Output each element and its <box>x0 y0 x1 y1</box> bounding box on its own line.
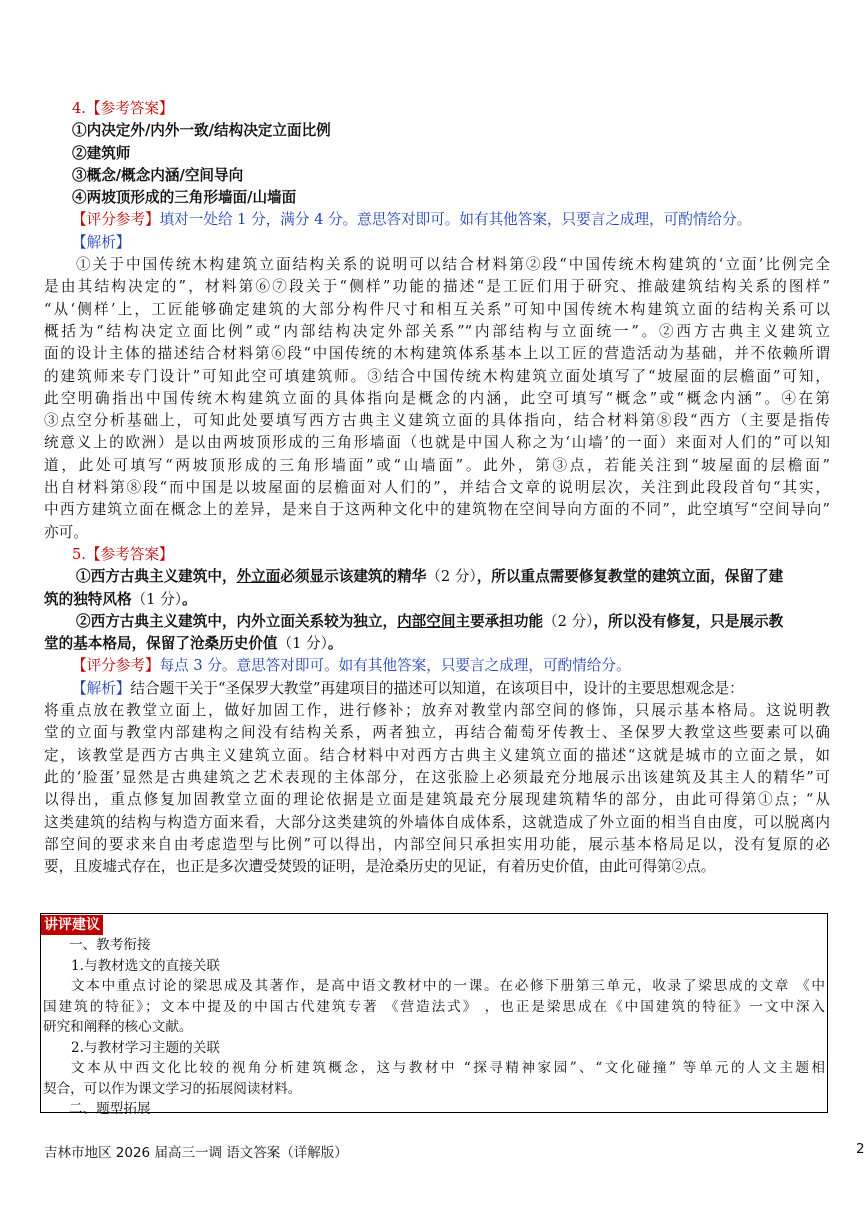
q4-scoring-text: 填对一处给 1 分，满分 4 分。意思答对即可。如有其他答案，只要言之成理，可酌情给分。 <box>159 211 752 229</box>
box-section-heading: 一、教考衔接 <box>69 937 151 953</box>
q5-analysis-line: 将重点放在教堂立面上，做好加固工作，进行修补；放弃对教堂内部空间的修饰，只展示基本格局。这说明教 <box>44 702 830 720</box>
q5-analysis-line: 定，该教堂是西方古典主义建筑立面。结合材料中对西方古典主义建筑立面的描述“这就是城市的立面之景，如 <box>44 746 830 764</box>
q4-analysis-line: 此空明确指出中国传统木构建筑立面的具体指向是概念的内涵，此空可填写“概念”或“概念内涵”。④在第 <box>44 389 830 407</box>
box-body <box>41 935 827 1120</box>
q4-scoring <box>44 209 830 231</box>
page-footer: 吉林市地区 2026 届高三一调 语文答案（详解版） <box>44 1145 348 1161</box>
q4-answer-2: ②建筑师 <box>72 144 131 162</box>
q4-analysis-line: 的建筑师来专门设计”可知此空可填建筑师。③结合中国传统木构建筑立面处填写了“坡屋面的层檐面”可知， <box>44 367 830 385</box>
box-text-line: 文本从中西文化比较的视角分析建筑概念，这与教材中 “探寻精神家园”、“文化碰撞” 等单元的人文主题相 <box>71 1060 825 1076</box>
box-title: 讲评建议 <box>41 915 103 935</box>
q4-analysis-line: “从‘侧样’上，工匠能够确定建筑的大部分构件尺寸和相互关系”可知中国传统木构建筑立面的结构关系可以 <box>44 300 830 318</box>
q5-answer-2: ②西方古典主义建筑中，内外立面关系较为独立，内部空间主要承担功能（2 分），所以没有修复，只是展示教 <box>76 612 784 630</box>
q4-analysis-line: ①关于中国传统木构建筑立面结构关系的说明可以结合材料第②段“中国传统木构建筑的‘立面’比例完全 <box>76 256 830 274</box>
q4-analysis-line: 是由其结构决定的”，材料第⑥⑦段关于“侧样”功能的描述“是工匠们用于研究、推敲建筑结构关系的图样” <box>44 278 830 296</box>
box-text-line: 契合，可以作为课文学习的拓展阅读材料。 <box>43 1080 302 1097</box>
q5-score: （1 分） <box>131 590 182 608</box>
q5-keyword-inner-space: 内部空间 <box>397 612 456 630</box>
q5-analysis-line: 部空间的要求来自由考虑造型与比例”可以得出，内部空间只承担实用功能，展示基本格局足以，没有复原的必 <box>44 835 830 853</box>
q5-scoring-text: 每点 3 分。意思答对即可。如有其他答案，只要言之成理，可酌情给分。 <box>159 657 631 675</box>
q5-score: （1 分） <box>277 635 328 653</box>
box-text-line: 国建筑的特征》；文本中提及的中国古代建筑专著 《营造法式》 ，也正是梁思成在《中国建筑的特征》一文中深入 <box>43 998 825 1015</box>
q4-analysis-line: 道，此处可填写“两坡顶形成的三角形墙面”或“山墙面”。此外，第③点，若能关注到“坡屋面的层檐面” <box>44 456 830 474</box>
q5-analysis-line: 此的‘脸蛋’显然是古典建筑之艺术表现的主体部分，在这张脸上必须最充分地展示出该建筑及其主人的精华”可 <box>44 768 830 786</box>
q5-answer-label: 【参考答案】 <box>85 545 174 563</box>
q5-score: （2 分） <box>426 568 477 586</box>
box-subheading: 2.与教材学习主题的关联 <box>71 1039 220 1056</box>
q5-analysis-line: 这类建筑的结构与构造方面来看，大部分这类建筑的外墙体自成体系，这就造成了外立面的相当自由度，可以脱离内 <box>44 813 830 831</box>
q5-answer-2-cont: 堂的基本格局，保留了沧桑历史价值（1 分）。 <box>44 635 343 653</box>
page-number: 2 <box>856 1141 865 1157</box>
q5-answer-1: ①西方古典主义建筑中，外立面必须显示该建筑的精华（2 分），所以重点需要修复教堂的建筑立面，保留了建 <box>76 568 784 586</box>
q4-header <box>44 98 830 120</box>
box-subheading: 1.与教材选文的直接关联 <box>71 957 220 974</box>
q4-analysis-label: 【解析】 <box>72 233 131 251</box>
q5-keyword-outer-facade: 外立面 <box>236 568 281 586</box>
q4-answer-3: ③概念/概念内涵/空间导向 <box>72 166 244 184</box>
box-text-line: 文本中重点讨论的梁思成及其著作，是高中语文教材中的一课。在必修下册第三单元，收录了梁思成的文章 《中 <box>71 978 825 994</box>
q4-analysis-line: 概括为“结构决定立面比例”或“内部结构决定外部关系”“内部结构与立面统一”。②西方古典主义建筑立 <box>44 322 830 340</box>
q4-number: 4. <box>72 100 86 117</box>
q5-answer-1-cont: 筑的独特风格（1 分）。 <box>44 590 197 608</box>
box-section-heading: 二、题型拓展 <box>69 1101 151 1117</box>
q5-analysis-line: 以得出，重点修复加固教堂立面的理论依据是立面是建筑最充分展现建筑精华的部分，由此可得第①点；“从 <box>44 791 830 809</box>
q5-analysis-label: 【解析】 <box>72 679 131 697</box>
q5-analysis-line: 堂的立面与教堂内部建构之间没有结构关系，两者独立，再结合葡萄牙传教士、圣保罗大教堂这些要素可以确 <box>44 724 830 742</box>
q4-answer-4: ④两坡顶形成的三角形墙面/山墙面 <box>72 189 297 207</box>
q4-analysis-line: 面的设计主体的描述结合材料第⑥段“中国传统的木构建筑体系基本上以工匠的营造活动为基础，并不依赖所谓 <box>44 345 830 363</box>
q4-analysis-header <box>44 232 830 254</box>
q4-answer-label: 【参考答案】 <box>85 100 174 117</box>
q5-analysis-first: 【解析】结合题干关于“圣保罗大教堂”再建项目的描述可以知道，在该项目中，设计的主要思想观念是： <box>72 679 744 697</box>
q5-scoring-label: 【评分参考】 <box>72 657 160 675</box>
q4-analysis-last: 亦可。 <box>44 523 88 541</box>
q5-analysis-last: 要，且废墟式存在，也正是多次遭受焚毁的证明，是沧桑历史的见证，有着历史价值，由此可得第②点。 <box>44 858 716 876</box>
q4-analysis-line: ③点空分析基础上，可知此处要填写西方古典主义建筑立面的具体指向，结合材料第⑧段“西方（主要是指传 <box>44 412 830 430</box>
q4-analysis-line: 统意义上的欧洲）是以由两坡顶形成的三角形墙面（也就是中国人称之为‘山墙’的一面）来面对人们的”可以知 <box>44 434 830 452</box>
q4-answer-1: ①内决定外/内外一致/结构决定立面比例 <box>72 122 331 140</box>
q4-analysis-line: 出自材料第⑧段“而中国是以坡屋面的层檐面对人们的”，并结合文章的说明层次，关注到此段段首句“其实， <box>44 479 830 497</box>
q4-scoring-label: 【评分参考】 <box>72 211 160 229</box>
teaching-suggestions-box <box>40 913 828 1117</box>
box-text-line: 研究和阐释的核心文献。 <box>43 1019 193 1035</box>
q5-scoring <box>44 655 830 677</box>
q4-analysis-line: 中西方建筑立面在概念上的差异，是来自于这两种文化中的建筑物在空间导向方面的不同”，此空填写“空间导向” <box>44 501 830 519</box>
q5-header <box>44 544 830 566</box>
q5-number: 5. <box>72 545 86 563</box>
q5-score: （2 分） <box>543 612 594 630</box>
answer-content <box>44 98 830 878</box>
